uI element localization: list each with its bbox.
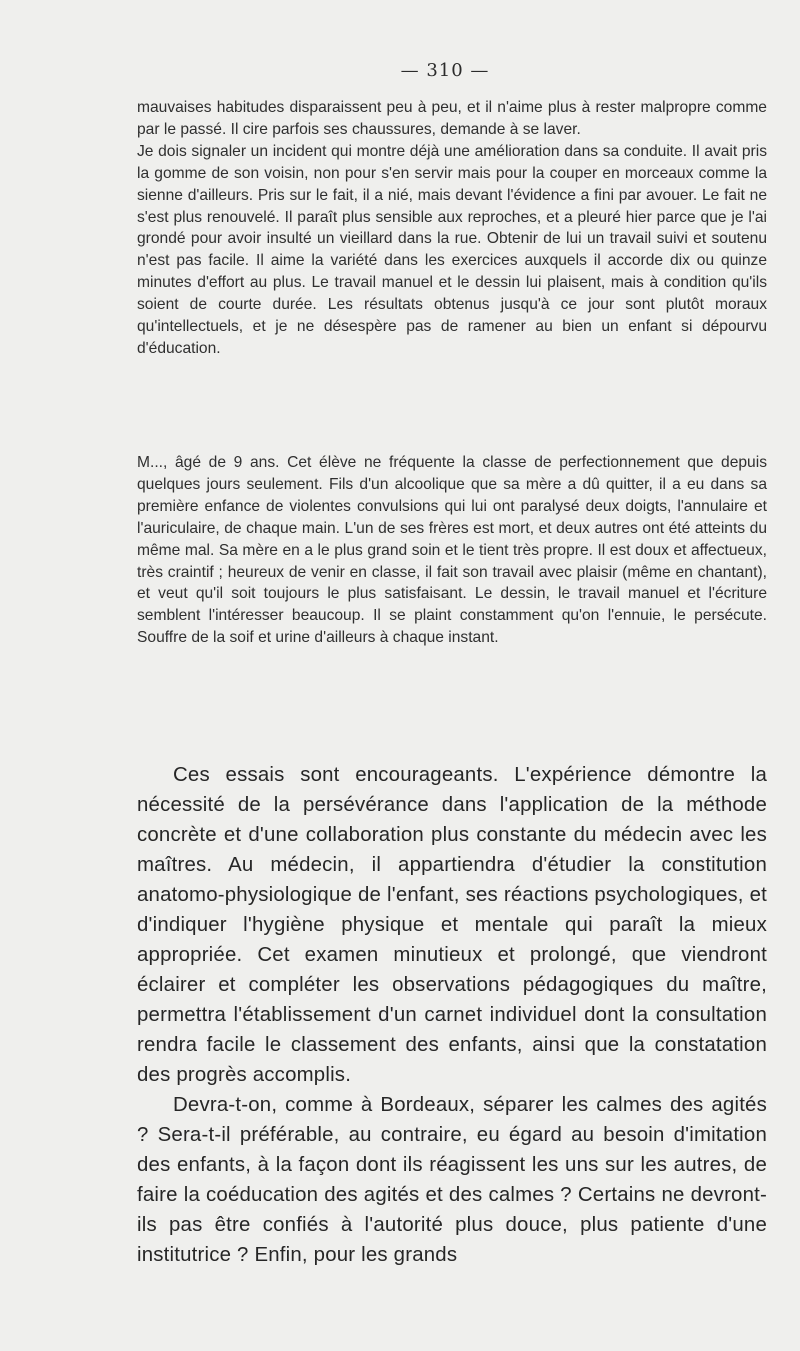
page-number: — 310 — bbox=[400, 60, 490, 81]
paragraph-incident: Je dois signaler un incident qui montre déjà une amélioration dans sa conduite. Il avait pris la gomme de son voisin, non pour s'en servir mais pour la couper en morceaux comme la sienne d'ailleurs. Pris sur le fait, il a nié, mais devant l'évidence a fini par avouer. Le fait ne s'est plus renouvelé. Il paraît plus sensible aux reproches, et a pleuré hier parce que je l'ai grondé pour avoir insulté un vieillard dans la rue. Obtenir de lui un travail suivi et soutenu n'est pas facile. Il aime la variété dans les exercices auxquels il accorde dix ou quinze minutes d'effort au plus. Le travail manuel et le dessin lui plaisent, mais à condition qu'ils soient de courte durée. Les résultats obtenus jusqu'à ce jour sont plutôt moraux qu'intellectuels, et je ne désespère pas de ramener au bien un enfant si dépourvu d'éducation. bbox=[137, 142, 767, 357]
observation-m-section bbox=[137, 452, 767, 649]
paragraph-conclusion: Ces essais sont encourageants. L'expérience démontre la nécessité de la persévérance dans l'application de la méthode concrète et d'une collaboration plus constante du médecin avec les maîtres. Au médecin, il appartiendra d'étudier la constitution anatomo-physiologique de l'enfant, ses réactions psychologiques, et d'indiquer l'hygiène physique et mentale qui paraît la mieux appropriée. Cet examen minutieux et prolongé, que viendront éclairer et compléter les observations pédagogiques du maître, permettra l'établissement d'un carnet individuel dont la consultation rendra facile le classement des enfants, ainsi que la constatation des progrès accomplis. bbox=[137, 764, 767, 1086]
paragraph-observation-m: M..., âgé de 9 ans. Cet élève ne fréquente la classe de perfectionnement que depuis quelques jours seulement. Fils d'un alcoolique que sa mère a dû quitter, il a eu dans sa première enfance de violentes convulsions qui lui ont paralysé deux doigts, l'annulaire et l'auriculaire, de chaque main. L'un de ses frères est mort, et deux autres ont été atteints du même mal. Sa mère en a le plus grand soin et le tient très propre. Il est doux et affectueux, très craintif ; heureux de venir en classe, il fait son travail avec plaisir (même en chantant), et veut qu'il soit toujours le plus satisfaisant. Le dessin, le travail manuel et l'écriture semblent l'intéresser beaucoup. Il se plaint constamment qu'on l'ennuie, le persécute. Souffre de la soif et urine d'ailleurs à chaque instant. bbox=[137, 454, 767, 647]
conclusion-section bbox=[137, 760, 767, 1270]
observation-continued-section bbox=[137, 97, 767, 360]
paragraph-continuation: mauvaises habitudes disparaissent peu à peu, et il n'aime plus à rester malpropre comme par le passé. Il cire parfois ses chaussures, demande à se laver. bbox=[137, 99, 767, 138]
paragraph-questions: Devra-t-on, comme à Bordeaux, séparer les calmes des agités ? Sera-t-il préférable, au contraire, eu égard au besoin d'imitation des enfants, à la façon dont ils réagissent les uns sur les autres, de faire la coéducation des agités et des calmes ? Certains ne devront-ils pas être confiés à l'autorité plus douce, plus patiente d'une institutrice ? Enfin, pour les grands bbox=[137, 1094, 767, 1266]
